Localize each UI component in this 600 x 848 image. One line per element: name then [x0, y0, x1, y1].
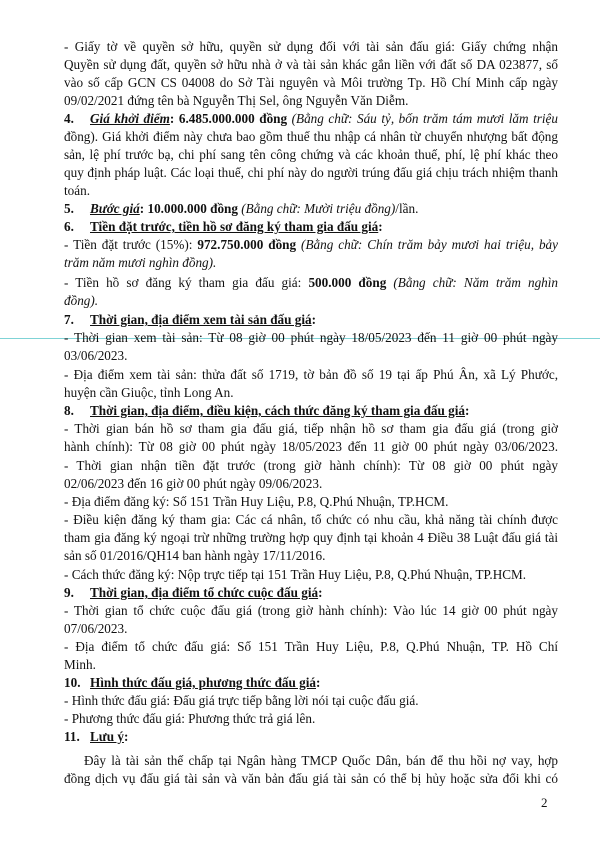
register-place-line: - Địa điểm đăng ký: Số 151 Trần Huy Liệu, P.8, Q.Phú Nhuận, TP.HCM. [64, 494, 449, 509]
ownership-line-2: Quyền sử dụng đất, quyền sở hữu nhà ở và tài sản khác gắn liền với đất số DA 023877, số [64, 57, 558, 72]
starting-price-desc-3: quy định pháp luật. Các loại thuế, chi phí này do người trúng đấu giá chịu trách nhiệm thanh [64, 165, 558, 180]
starting-price-desc-1: đồng). Giá khởi điểm này chưa bao gồm thuế thu nhập cá nhân từ chuyển nhượng bất động [64, 129, 558, 144]
bid-step-line [64, 200, 558, 217]
item-7-number: 7. [64, 312, 74, 327]
section-11-heading: 11. Lưu ý: [64, 729, 129, 744]
deposit-value: 972.750.000 đồng [197, 237, 297, 252]
bid-step-label: Bước giá [90, 201, 140, 216]
item-4-number: 4. [64, 111, 74, 126]
section-6-heading: 6. Tiền đặt trước, tiền hồ sơ đăng ký tham gia đấu giá: [64, 219, 383, 234]
deposit-line [64, 236, 558, 253]
section-9-title: Thời gian, địa điểm tổ chức cuộc đấu giá [90, 585, 319, 600]
section-8-heading: 8. Thời gian, địa điểm, điều kiện, cách thức đăng ký tham gia đấu giá: [64, 403, 470, 418]
note-line-1: Đây là tài sản thế chấp tại Ngân hàng TMCP Quốc Dân, bán để thu hồi nợ vay, hợp [84, 753, 558, 768]
starting-price-value: 6.485.000.000 đồng [178, 111, 288, 126]
register-condition-cont-1: tham gia đăng ký ngoại trừ những trường hợp quy định tại khoản 4 Điều 38 Luật đấu giá tài [64, 530, 558, 545]
section-7-title: Thời gian, địa điểm xem tài sản đấu giá [90, 312, 312, 327]
fee-line [64, 274, 558, 291]
view-place-line: - Địa điểm xem tài sản: thửa đất số 1719, tờ bản đồ số 19 tại ấp Phú Ân, xã Lý Phước, [64, 367, 558, 382]
fee-prefix: - Tiền hồ sơ đăng ký tham gia đấu giá: [64, 275, 309, 290]
sale-time-cont: hành chính): Từ 08 giờ 00 phút ngày 18/05/2023 đến 11 giờ 00 phút ngày 03/06/2023. [64, 439, 558, 454]
deposit-words-cont: trăm năm mươi nghìn đồng). [64, 255, 217, 270]
auction-form-line: - Hình thức đấu giá: Đấu giá trực tiếp bằng lời nói tại cuộc đấu giá. [64, 693, 419, 708]
register-condition-cont-2: sản số 01/2016/QH14 ban hành ngày 17/11/2016. [64, 548, 326, 563]
starting-price-desc-4: toán. [64, 183, 91, 198]
section-10-heading: 10. Hình thức đấu giá, phương thức đấu giá: [64, 675, 321, 690]
ownership-line-1: - Giấy tờ về quyền sở hữu, quyền sử dụng đối với tài sản đấu giá: Giấy chứng nhận [64, 39, 558, 54]
bid-step-value: 10.000.000 đồng [147, 201, 238, 216]
item-6-number: 6. [64, 219, 74, 234]
auction-method-line: - Phương thức đấu giá: Phương thức trả giá lên. [64, 711, 316, 726]
ownership-line-4: 09/02/2021 đứng tên bà Nguyễn Thị Sel, ông Nguyễn Văn Diễm. [64, 93, 409, 108]
section-9-heading: 9. Thời gian, địa điểm tổ chức cuộc đấu giá: [64, 585, 323, 600]
item-11-number: 11. [64, 729, 80, 744]
auction-place-line: - Địa điểm tổ chức đấu giá: Số 151 Trần Huy Liệu, P.8, Q.Phú Nhuận, TP. Hồ Chí [64, 639, 558, 654]
starting-price-words: (Bằng chữ: Sáu tỷ, bốn trăm tám mươi lăm triệu [287, 111, 558, 126]
section-6-title: Tiền đặt trước, tiền hồ sơ đăng ký tham gia đấu giá [90, 219, 379, 234]
deposit-words: (Bằng chữ: Chín trăm bảy mươi hai triệu, bảy [296, 237, 559, 252]
section-8-title: Thời gian, địa điểm, điều kiện, cách thức đăng ký tham gia đấu giá [90, 403, 466, 418]
item-5-number: 5. [64, 201, 74, 216]
item-10-number: 10. [64, 675, 81, 690]
section-11-title: Lưu ý [90, 729, 124, 744]
item-9-number: 9. [64, 585, 74, 600]
starting-price-desc-2: sản, lệ phí trước bạ, chi phí sang tên công chứng và các khoản thuế, phí, lệ phí khác theo [64, 147, 558, 162]
starting-price-line [64, 110, 558, 127]
view-place-cont: huyện cần Giuộc, tỉnh Long An. [64, 385, 234, 400]
item-8-number: 8. [64, 403, 74, 418]
auction-time-line: - Thời gian tổ chức cuộc đấu giá (trong giờ hành chính): Vào lúc 14 giờ 00 phút ngày [64, 603, 558, 618]
register-condition-line: - Điều kiện đăng ký tham gia: Các cá nhân, tổ chức có nhu cầu, khả năng tài chính được [64, 512, 558, 527]
section-7-heading: 7. Thời gian, địa điểm xem tài sản đấu giá: [64, 312, 317, 327]
auction-time-cont: 07/06/2023. [64, 621, 128, 636]
deposit-time-cont: 02/06/2023 đến 16 giờ 00 phút ngày 09/06/2023. [64, 476, 323, 491]
page-number: 2 [541, 795, 548, 810]
fee-words: (Bằng chữ: Năm trăm nghìn [386, 275, 559, 290]
fee-value: 500.000 đồng [308, 275, 387, 290]
view-time-line: - Thời gian xem tài sản: Từ 08 giờ 00 phút ngày 18/05/2023 đến 11 giờ 00 phút ngày [64, 330, 558, 345]
bid-step-tail: /lần. [395, 201, 419, 216]
section-10-title: Hình thức đấu giá, phương thức đấu giá [90, 675, 316, 690]
note-line-2: đồng dịch vụ đấu giá tài sản và văn bản đấu giá tài sản có thể bị hủy hoặc sửa đổi khi có [64, 771, 558, 786]
ownership-line-3: vào số cấp GCN CS 04008 do Sở Tài nguyên và Môi trường Tp. Hồ Chí Minh cấp ngày [64, 75, 558, 90]
bid-step-colon: : [139, 201, 148, 216]
bid-step-words: (Bằng chữ: Mười triệu đồng) [237, 201, 396, 216]
deposit-prefix: - Tiền đặt trước (15%): [64, 237, 198, 252]
register-method-line: - Cách thức đăng ký: Nộp trực tiếp tại 151 Trần Huy Liệu, P.8, Q.Phú Nhuận, TP.HCM. [64, 567, 527, 582]
auction-place-cont: Minh. [64, 657, 96, 672]
view-time-cont: 03/06/2023. [64, 348, 128, 363]
starting-price-label: Giá khởi điểm [90, 111, 170, 126]
sale-time-line: - Thời gian bán hồ sơ tham gia đấu giá, tiếp nhận hồ sơ tham gia đấu giá (trong giờ [64, 421, 558, 436]
starting-price-colon: : [169, 111, 179, 126]
fee-words-cont: đồng). [64, 293, 99, 308]
deposit-time-line: - Thời gian nhận tiền đặt trước (trong giờ hành chính): Từ 08 giờ 00 phút ngày [64, 458, 558, 473]
